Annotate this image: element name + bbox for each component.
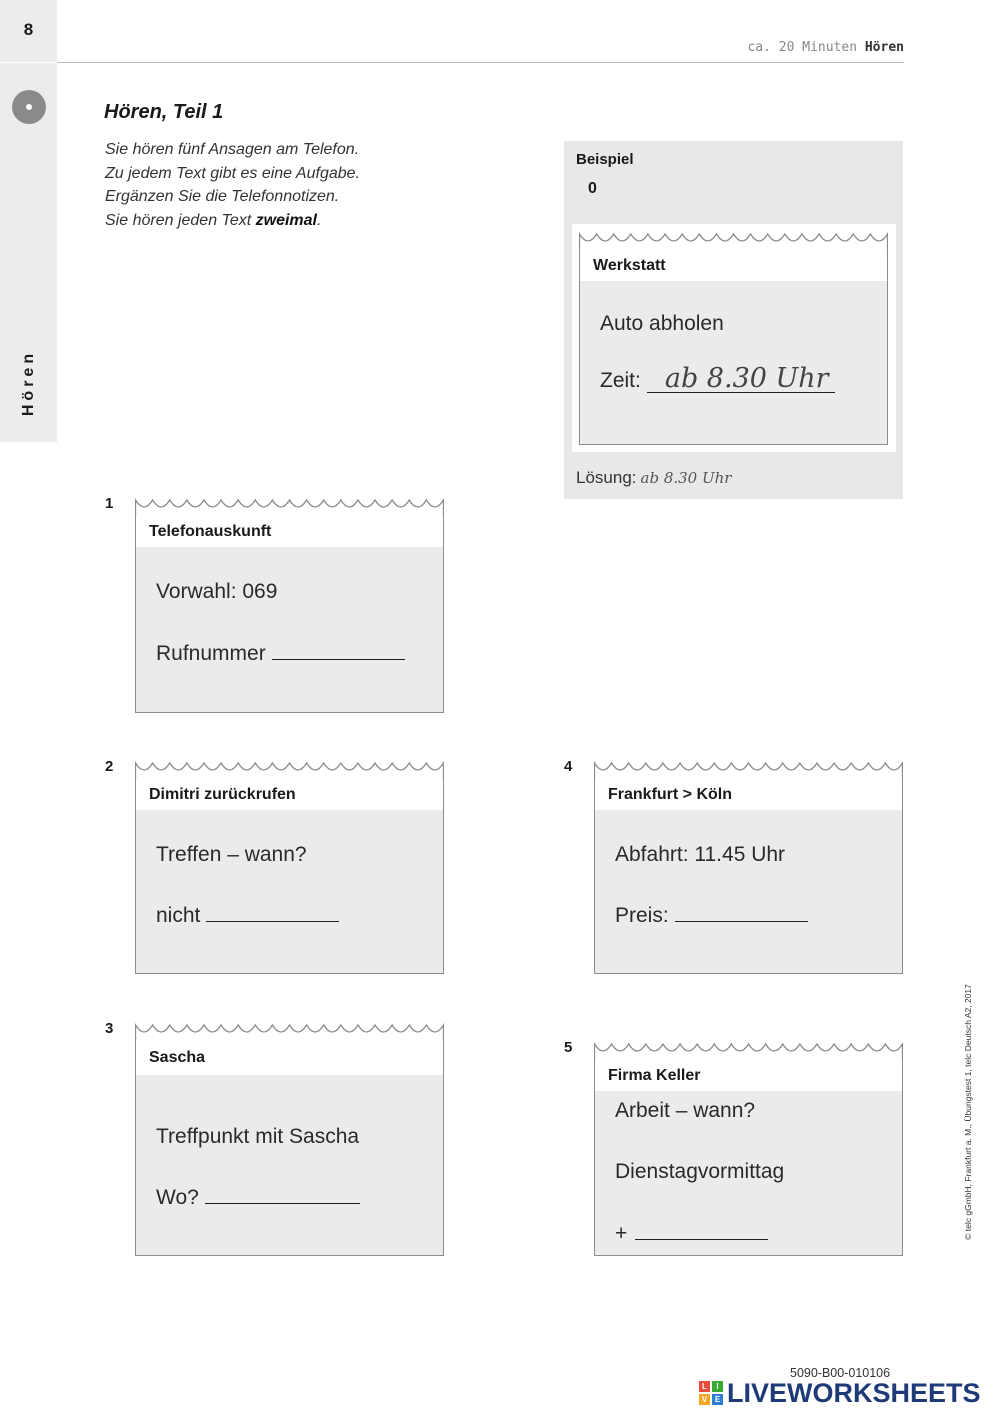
logo-square: I <box>712 1381 723 1392</box>
section-title: Hören, Teil 1 <box>104 101 224 123</box>
answer-blank[interactable] <box>635 1238 768 1240</box>
example-panel <box>564 141 903 499</box>
note-line: Abfahrt: 11.45 Uhr <box>615 843 786 866</box>
note-line: Arbeit – wann? <box>615 1099 756 1122</box>
note-perforation <box>135 494 444 516</box>
logo-square: L <box>699 1381 710 1392</box>
instruction-line-last: Sie hören jeden Text zweimal. <box>105 211 322 229</box>
copyright-notice: © telc gGmbH, Frankfurt a. M., Übungstest 1, telc Deutsch A2, 2017 <box>963 984 973 1240</box>
solution: Lösung: ab 8.30 Uhr <box>576 468 732 487</box>
answer-blank[interactable] <box>675 920 808 922</box>
logo-square: E <box>712 1394 723 1405</box>
side-tab-label: Hören <box>20 349 37 417</box>
audio-disc-icon <box>12 90 46 124</box>
task-note-card <box>135 1019 444 1256</box>
note-title: Frankfurt > Köln <box>595 779 902 810</box>
note-title: Sascha <box>136 1041 443 1075</box>
note-perforation <box>579 228 888 250</box>
note-line: Treffpunkt mit Sascha <box>156 1125 360 1148</box>
example-number: 0 <box>588 180 597 197</box>
header-prefix: ca. 20 Minuten <box>747 40 858 55</box>
instruction-line: Zu jedem Text gibt es eine Aufgabe. <box>105 164 360 182</box>
example-label: Beispiel <box>576 151 634 168</box>
note-perforation <box>135 1019 444 1041</box>
note-line: Treffen – wann? <box>156 843 307 866</box>
page-number: 8 <box>23 20 34 39</box>
note-line: Zeit: ab 8.30 Uhr <box>600 366 835 393</box>
note-line: Auto abholen <box>600 312 724 335</box>
note-line: Preis: <box>615 904 808 928</box>
header-rule <box>57 62 904 63</box>
solution-value: ab 8.30 Uhr <box>640 469 732 487</box>
header-section: Hören <box>864 40 904 55</box>
note-line: Vorwahl: 069 <box>156 580 278 603</box>
header-timing <box>747 40 904 55</box>
logo-square: V <box>699 1394 710 1405</box>
task-note-card <box>594 757 903 974</box>
logo-squares <box>699 1381 723 1405</box>
note-title: Werkstatt <box>580 250 887 281</box>
note-line: Dienstagvormittag <box>615 1160 785 1183</box>
document-code: 5090-B00-010106 <box>790 1366 891 1380</box>
note-perforation <box>135 757 444 779</box>
instruction-line: Ergänzen Sie die Telefonnotizen. <box>105 188 340 205</box>
note-perforation <box>594 1038 903 1060</box>
note-line: + <box>615 1222 768 1246</box>
note-title: Firma Keller <box>595 1060 902 1091</box>
note-line: nicht <box>156 904 339 928</box>
instructions <box>105 138 360 232</box>
side-tab-divider <box>0 62 57 63</box>
handwritten-answer: ab 8.30 Uhr <box>647 366 835 393</box>
note-line: Wo? <box>156 1186 360 1210</box>
task-number: 3 <box>105 1020 114 1037</box>
note-perforation <box>594 757 903 779</box>
task-number: 2 <box>105 758 114 775</box>
task-note-card <box>135 757 444 974</box>
task-number: 4 <box>564 758 573 775</box>
note-title: Dimitri zurückrufen <box>136 779 443 810</box>
answer-blank[interactable] <box>272 658 405 660</box>
task-note-card <box>135 494 444 713</box>
logo-text: LIVEWORKSHEETS <box>727 1377 981 1408</box>
task-number: 5 <box>564 1039 573 1056</box>
note-line: Rufnummer <box>156 642 405 666</box>
task-number: 1 <box>105 495 114 512</box>
task-note-card <box>594 1038 903 1256</box>
instruction-emphasis: zweimal <box>255 211 317 229</box>
liveworksheets-logo <box>699 1378 981 1408</box>
example-note-card <box>579 228 888 445</box>
answer-blank[interactable] <box>206 920 339 922</box>
instruction-line: Sie hören fünf Ansagen am Telefon. <box>105 141 360 158</box>
answer-blank[interactable] <box>205 1202 360 1204</box>
note-title: Telefonauskunft <box>136 516 443 547</box>
